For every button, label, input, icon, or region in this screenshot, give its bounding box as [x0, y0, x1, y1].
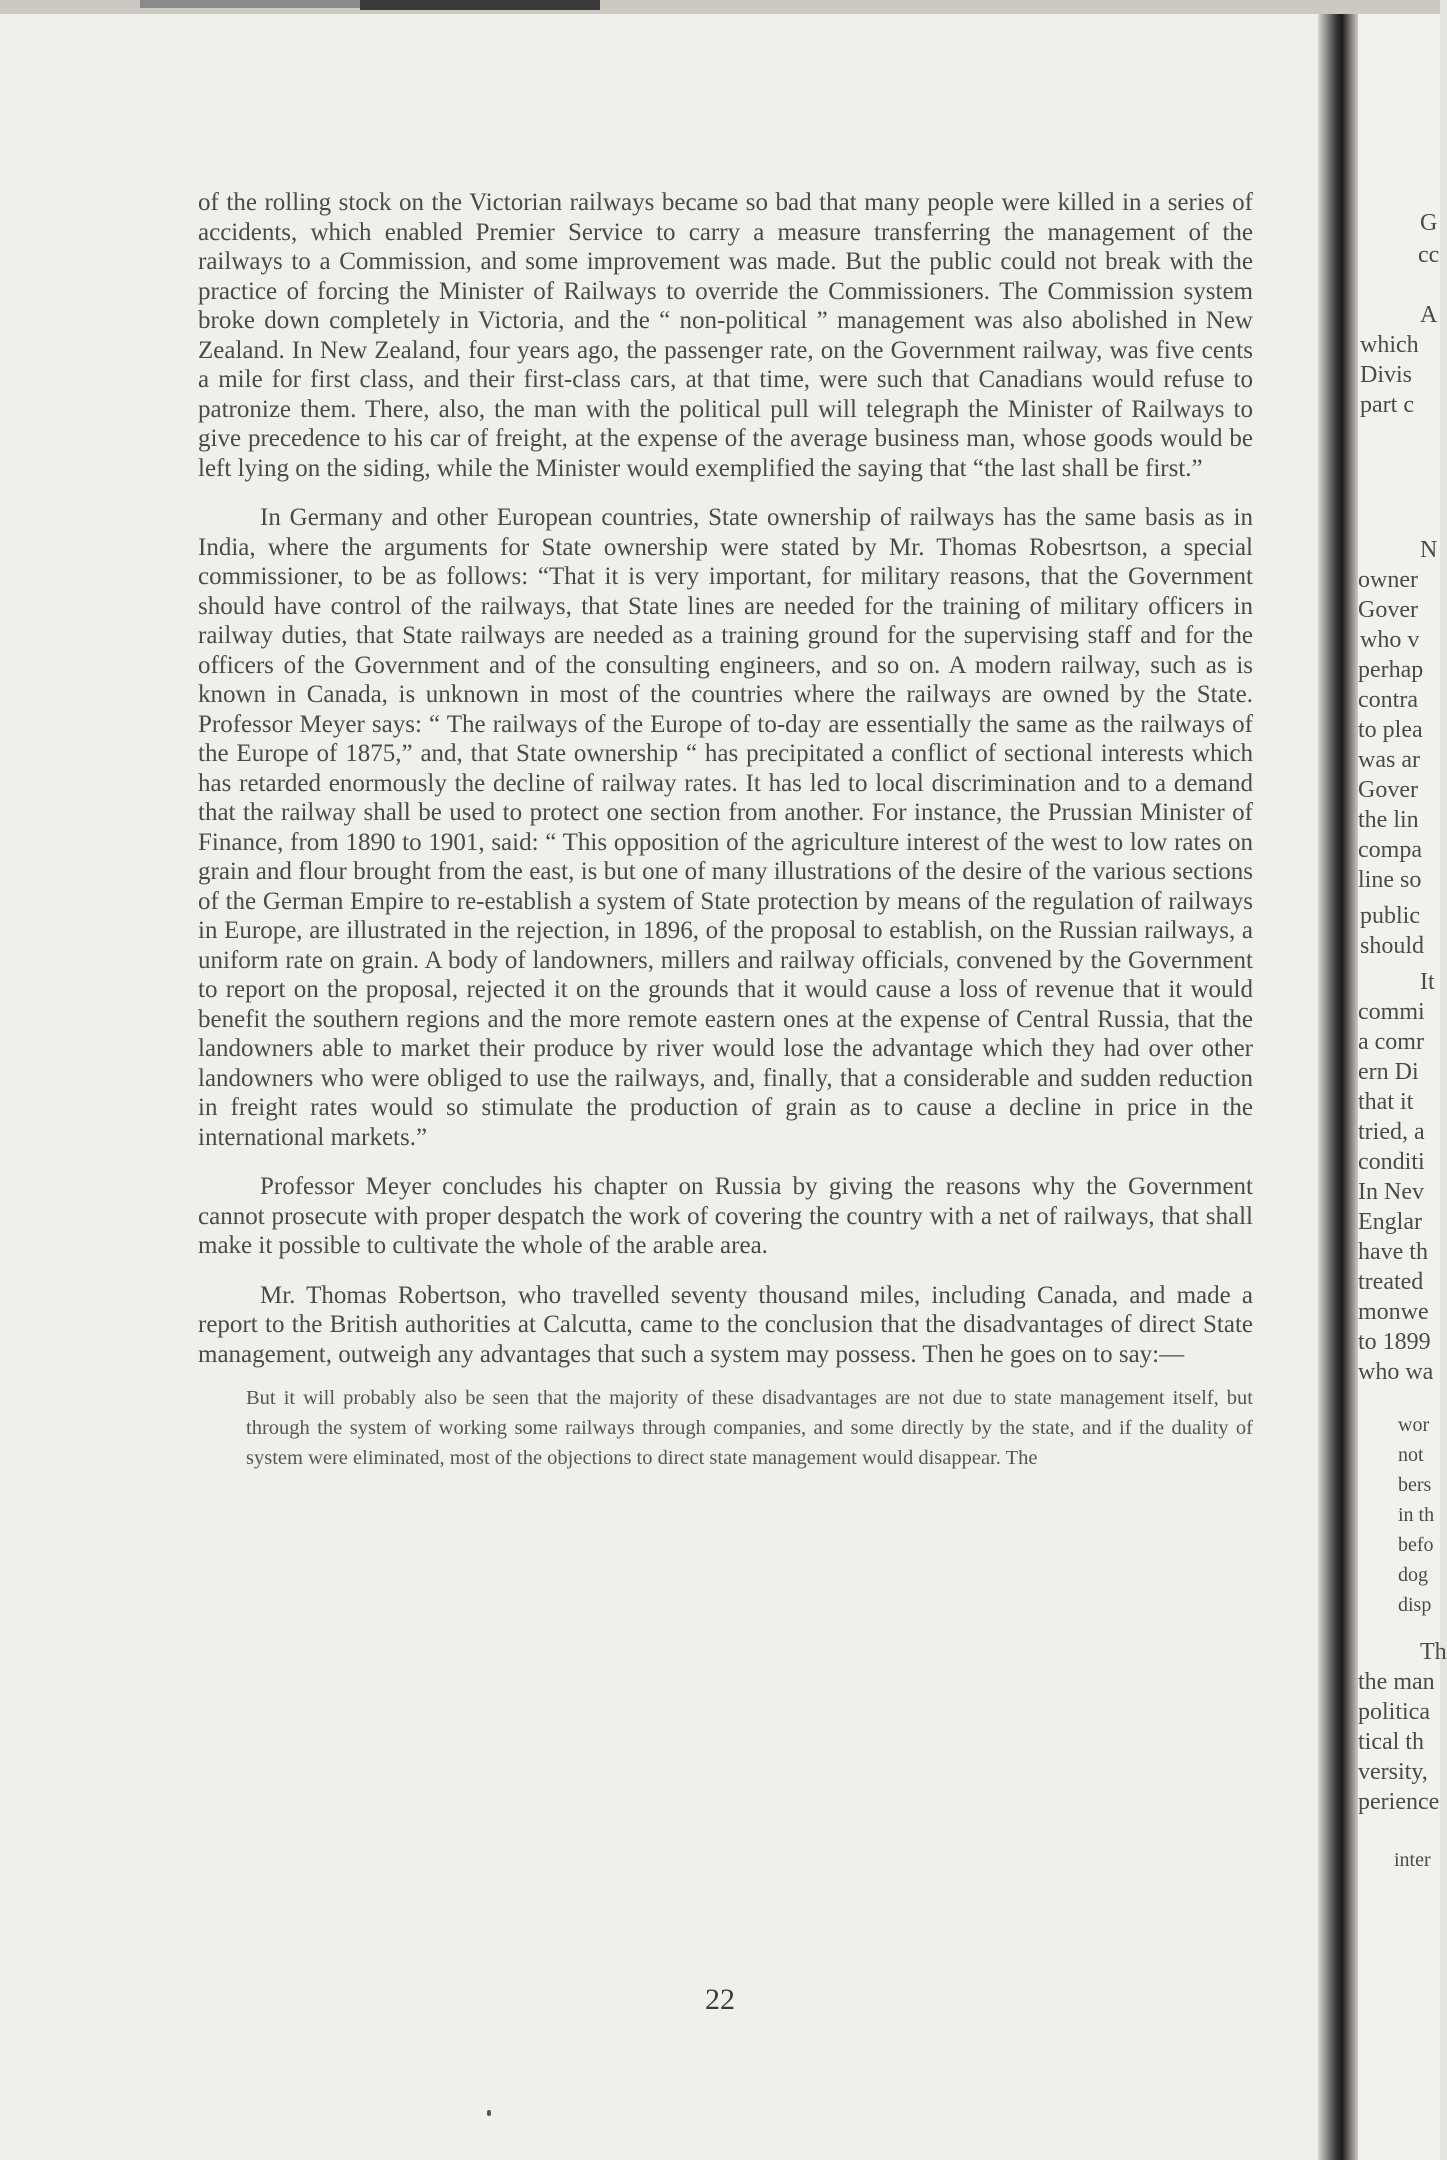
block-quote: But it will probably also be seen that the majority of these disadvantages are not due to state management itself, but through the system of working some railways through companies, and some directly by the state, and if the duality of system were eliminated, most of the objections to direct state management would disappear. The — [246, 1387, 1253, 1469]
page-body — [198, 188, 1253, 1473]
facing-page-fragment: A — [1420, 302, 1438, 328]
facing-page-fragment: to plea — [1358, 717, 1423, 743]
facing-page-fragment: versity, — [1358, 1759, 1428, 1785]
facing-page-fragment: should — [1360, 933, 1425, 959]
scanner-edge-mark — [360, 0, 600, 10]
book-gutter — [1318, 14, 1358, 2160]
facing-page-fragment: wor — [1398, 1414, 1430, 1436]
facing-page-fragment: in th — [1398, 1504, 1435, 1526]
facing-page-fragment: which — [1360, 332, 1419, 358]
page-number: 22 — [705, 1983, 735, 2016]
facing-page-fragment: politica — [1358, 1699, 1430, 1725]
facing-page-fragment: Gover — [1358, 777, 1418, 803]
facing-page-fragment: bers — [1398, 1474, 1432, 1496]
facing-page-fragment: cc — [1418, 242, 1440, 268]
facing-page-fragment: to 1899 — [1358, 1329, 1431, 1355]
paragraph: Mr. Thomas Robertson, who travelled seventy thousand miles, including Canada, and made a report to the British authorities at Calcutta, came to the conclusion that the disadvantages of direct State management, outweigh any advantages that such a system may possess. Then he goes on to say:— — [198, 1281, 1253, 1368]
facing-page-fragment: tical th — [1358, 1729, 1424, 1755]
facing-page — [1358, 14, 1447, 2160]
facing-page-fragment: have th — [1358, 1239, 1428, 1265]
facing-page-fragment: It — [1420, 969, 1435, 995]
facing-page-fragment: that it — [1358, 1089, 1414, 1115]
facing-page-fragment: Divis — [1360, 362, 1413, 388]
facing-page-fragment: not — [1398, 1444, 1424, 1466]
facing-page-fragment: disp — [1398, 1594, 1432, 1616]
facing-page-fragment: public — [1360, 903, 1420, 929]
facing-page-fragment: the lin — [1358, 807, 1419, 833]
facing-page-fragment: In Nev — [1358, 1179, 1424, 1205]
paragraph: In Germany and other European countries, State ownership of railways has the same basis as in India, where the arguments for State ownership were stated by Mr. Thomas Robesrtson, a special commissioner, to be as follows: “That it is very important, for military reasons, that the Government should have control of the railways, that State lines are needed for the training of military officers in railway duties, that State railways are needed as a training ground for the supervising staff and for the officers of the Government and of the consulting engineers, and so on. A modern railway, such as is known in Canada, is unknown in most of the countries where the railways are owned by the State. Professor Meyer says: “ The railways of the Europe of to-day are essentially the same as the railways of the Europe of 1875,” and, that State ownership “ has precipitated a conflict of sectional interests which has retarded enormously the decline of railway rates. It has led to local discrimination and to a demand that the railway shall be used to protect one section from another. For instance, the Prussian Minister of Finance, from 1890 to 1901, said: “ This opposition of the agriculture interest of the west to low rates on grain and flour brought from the east, is but one of many illustrations of the desire of the various sections of the German Empire to re-establish a system of State protection by means of the regulation of railways in Europe, are illustrated in the rejection, in 1896, of the proposal to establish, on the Russian railways, a uniform rate on grain. A body of landowners, millers and railway officials, convened by the Government to report on the proposal, rejected it on the grounds that it would cause a loss of revenue that it would benefit the southern regions and the more remote eastern ones at the expense of Central Russia, that the landowners able to market their produce by river would lose the advantage which they had over other landowners who were obliged to use the railways, and, finally, that a considerable and sudden reduction in freight rates would so stimulate the production of grain as to cause a decline in price in the international markets.” — [198, 504, 1253, 1151]
facing-page-fragment: perhap — [1358, 657, 1424, 683]
paragraph: Professor Meyer concludes his chapter on Russia by giving the reasons why the Government cannot prosecute with proper despatch the work of covering the country with a net of railways, that shall make it possible to cultivate the whole of the arable area. — [198, 1173, 1253, 1259]
facing-page-fragment: Th — [1420, 1639, 1447, 1665]
facing-page-fragment: conditi — [1358, 1149, 1425, 1175]
facing-page-fragment: inter — [1394, 1849, 1431, 1871]
facing-page-fragment: compa — [1358, 837, 1422, 863]
facing-page-fragment: Englar — [1358, 1209, 1422, 1235]
facing-page-fragment: Gover — [1358, 597, 1418, 623]
facing-page-fragment: a comr — [1358, 1029, 1424, 1055]
facing-page-fragment: monwe — [1358, 1299, 1429, 1325]
facing-page-fragment: perience — [1358, 1789, 1440, 1815]
facing-page-fragment: the man — [1358, 1669, 1435, 1695]
facing-page-fragment: tried, a — [1358, 1119, 1425, 1145]
facing-page-fragment: treated — [1358, 1269, 1424, 1295]
scanner-edge-mark — [140, 0, 360, 8]
facing-page-fragment: who wa — [1358, 1359, 1434, 1385]
facing-page-fragment: was ar — [1358, 747, 1420, 773]
facing-page-fragment: commi — [1358, 999, 1425, 1025]
facing-page-fragment: G — [1420, 210, 1438, 236]
paragraph: of the rolling stock on the Victorian railways became so bad that many people were killed in a series of accidents, which enabled Premier Service to carry a measure transferring the management of the railways to a Commission, and some improvement was made. But the public could not break with the practice of forcing the Minister of Railways to override the Commissioners. The Commission system broke down completely in Victoria, and the “ non-political ” management was also abolished in New Zealand. In New Zealand, four years ago, the passenger rate, on the Government railway, was five cents a mile for first class, and their first-class cars, at that time, were such that Canadians would refuse to patronize them. There, also, the man with the political pull will telegraph the Minister of Railways to give precedence to his car of freight, at the expense of the average business man, whose goods would be left lying on the siding, while the Minister would exemplified the saying that “the last shall be first.” — [198, 189, 1253, 482]
facing-page-fragment: contra — [1358, 687, 1418, 713]
facing-page-fragment: dog — [1398, 1564, 1428, 1586]
ink-speck — [487, 2110, 491, 2116]
scanner-top-edge — [0, 0, 1440, 14]
facing-page-fragment: line so — [1358, 867, 1422, 893]
facing-page-fragment: part c — [1360, 392, 1414, 418]
facing-page-fragment: befo — [1398, 1534, 1434, 1556]
facing-page-fragment: N — [1420, 537, 1438, 563]
facing-page-fragment: ern Di — [1358, 1059, 1419, 1085]
facing-page-fragment: owner — [1358, 567, 1418, 593]
facing-page-fragment: who v — [1360, 627, 1420, 653]
